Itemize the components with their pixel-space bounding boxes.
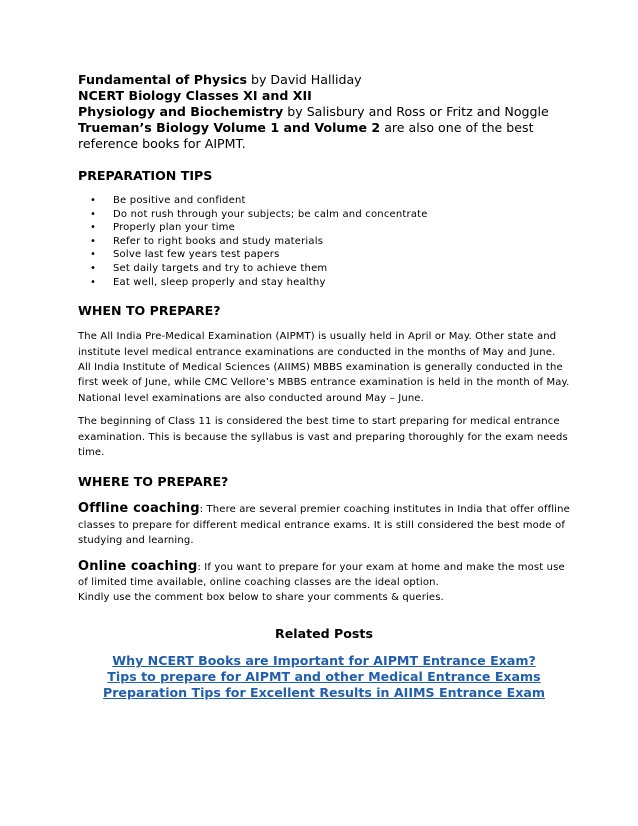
when-to-prepare-heading: WHEN TO PREPARE?: [78, 303, 221, 319]
tip-text: Properly plan your time: [113, 222, 235, 234]
offline-coaching-paragraph: [78, 501, 570, 548]
tip-text: Set daily targets and try to achieve them: [113, 262, 328, 274]
book-title-3: Physiology and Biochemistry: [78, 104, 284, 119]
list-item: [78, 262, 570, 276]
preparation-tips-heading: PREPARATION TIPS: [78, 168, 213, 183]
document-page: [78, 72, 570, 701]
list-item: [78, 235, 570, 249]
bullet-icon: •: [90, 249, 97, 261]
list-item: [78, 248, 570, 262]
book-line-4: [78, 120, 570, 152]
tip-text: Refer to right books and study materials: [113, 235, 324, 247]
book-title-1: Fundamental of Physics: [78, 72, 247, 87]
online-coaching-paragraph: [78, 559, 570, 606]
tips-list: [78, 194, 570, 289]
related-link-aiims-tips[interactable]: Preparation Tips for Excellent Results in AIIMS Entrance Exam: [102, 684, 546, 700]
bullet-icon: •: [90, 195, 97, 206]
tip-text: Do not rush through your subjects; be calm and concentrate: [113, 208, 428, 220]
book-author-4: are also one of the best reference books for AIPMT.: [78, 120, 534, 151]
bullet-icon: •: [90, 208, 97, 220]
bullet-icon: •: [90, 235, 97, 247]
book-line-1: [78, 72, 570, 88]
tip-text: Solve last few years test papers: [113, 249, 280, 261]
book-title-4: Trueman’s Biology Volume 1 and Volume 2: [78, 120, 381, 135]
comment-line: Kindly use the comment box below to share your comments & queries.: [78, 592, 444, 604]
related-posts: [78, 626, 570, 701]
offline-coaching-text: : There are several premier coaching institutes in India that offer offline classes to prepare for different medical entrance exams. It is still considered the best mode of studying and learning.: [78, 504, 570, 547]
related-link-ncert-books[interactable]: Why NCERT Books are Important for AIPMT Entrance Exam?: [112, 652, 536, 668]
tip-text: Eat well, sleep properly and stay healthy: [113, 276, 326, 288]
bullet-icon: •: [90, 262, 97, 274]
book-line-3: [78, 104, 570, 120]
list-item: [78, 221, 570, 235]
list-item: [78, 276, 570, 290]
bullet-icon: •: [90, 222, 97, 234]
book-line-2: [78, 88, 570, 104]
offline-coaching-label: Offline coaching: [78, 501, 200, 517]
list-item: [78, 194, 570, 208]
related-posts-heading: Related Posts: [275, 625, 373, 641]
tip-text: Be positive and confident: [113, 195, 246, 206]
list-item: [78, 208, 570, 222]
bullet-icon: •: [90, 276, 97, 288]
where-to-prepare-heading: WHERE TO PREPARE?: [78, 474, 229, 490]
book-author-1: by David Halliday: [246, 72, 362, 87]
online-coaching-text: : If you want to prepare for your exam at home and make the most use of limited time available, online coaching classes are the ideal option.: [78, 561, 565, 589]
book-title-2: NCERT Biology Classes XI and XII: [78, 88, 312, 103]
book-author-3: by Salisbury and Ross or Fritz and Noggle: [283, 104, 549, 119]
related-link-aipmt-tips[interactable]: Tips to prepare for AIPMT and other Medical Entrance Exams: [107, 668, 541, 684]
when-paragraph-2: The beginning of Class 11 is considered the best time to start preparing for medical entrance examination. This is because the syllabus is vast and preparing thoroughly for the exam needs time.: [78, 416, 568, 458]
online-coaching-label: Online coaching: [78, 558, 198, 574]
when-paragraph-1: The All India Pre-Medical Examination (AIPMT) is usually held in April or May. Other state and institute level medical entrance examinations are conducted in the months of May and June. All India Institute of Medical Sciences (AIIMS) MBBS examination is generally conducted in the first week of June, while CMC Vellore’s MBBS entrance examination is held in the month of May. National level examinations are also conducted around May – June.: [78, 331, 570, 404]
